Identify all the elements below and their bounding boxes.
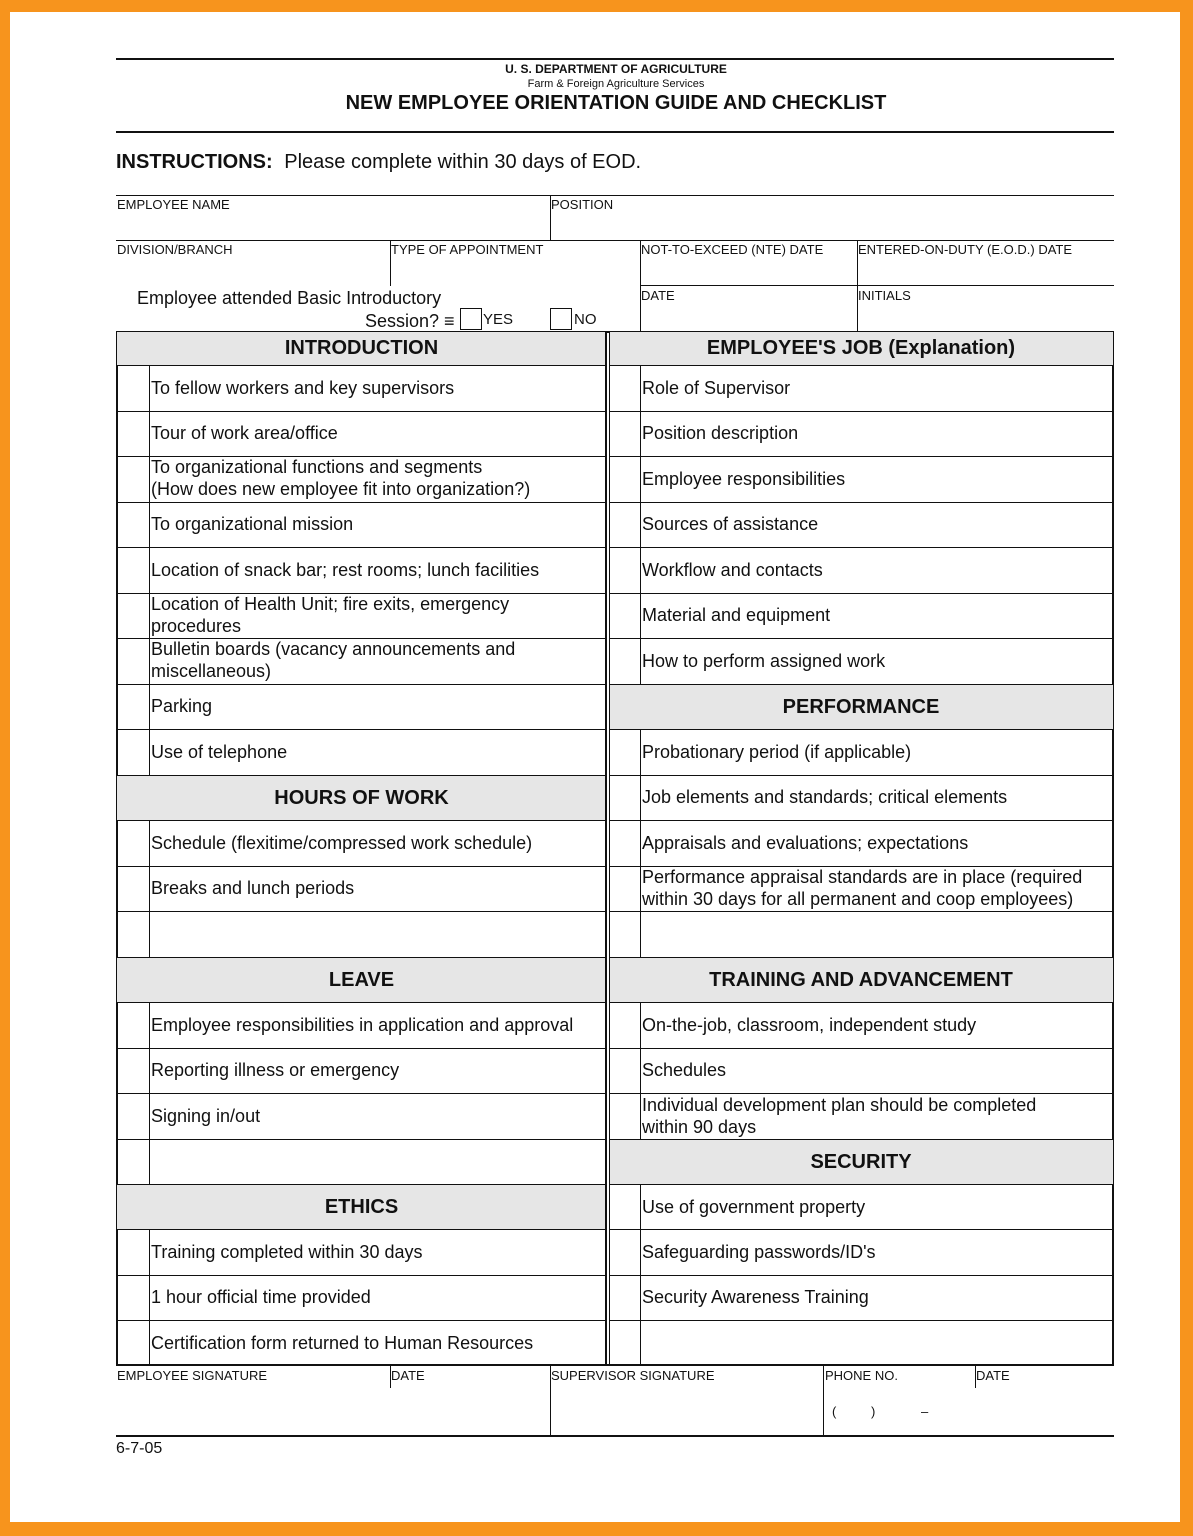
subagency-name: Farm & Foreign Agriculture Services — [527, 78, 705, 90]
perf-item-probationary: Probationary period (if applicable) — [642, 742, 912, 762]
nte-date-field[interactable] — [643, 258, 855, 282]
phone-open-paren: ( — [832, 1404, 837, 1419]
check-job-material[interactable] — [611, 594, 639, 637]
ethics-item-training: Training completed within 30 days — [151, 1242, 423, 1262]
check-security-property[interactable] — [611, 1186, 639, 1229]
check-job-workflow[interactable] — [611, 549, 639, 592]
check-perf-appraisals[interactable] — [611, 822, 639, 865]
job-item-assistance: Sources of assistance — [642, 514, 819, 534]
type-of-appointment-label: TYPE OF APPOINTMENT — [391, 242, 544, 257]
eod-date-label: ENTERED-ON-DUTY (E.O.D.) DATE — [858, 242, 1073, 257]
employee-date-label: DATE — [391, 1368, 425, 1383]
form-revision-date: 6-7-05 — [116, 1440, 163, 1457]
check-hours-schedule[interactable] — [118, 822, 148, 865]
employee-signature-field[interactable] — [117, 1386, 387, 1432]
perf-item-job-elements: Job elements and standards; critical elements — [642, 787, 1008, 807]
phone-dash: – — [921, 1404, 929, 1419]
division-branch-label: DIVISION/BRANCH — [117, 242, 233, 257]
ethics-item-official-time: 1 hour official time provided — [151, 1287, 371, 1307]
check-job-position-description[interactable] — [611, 412, 639, 455]
employee-name-field[interactable] — [117, 212, 547, 238]
supervisor-signature-field[interactable] — [553, 1386, 821, 1432]
supervisor-signature-label: SUPERVISOR SIGNATURE — [551, 1368, 715, 1383]
training-item-idp-line2: within 90 days — [642, 1117, 757, 1137]
no-checkbox[interactable] — [550, 308, 572, 330]
supervisor-date-field[interactable] — [978, 1386, 1112, 1432]
job-item-supervisor-role: Role of Supervisor — [642, 378, 791, 398]
security-item-awareness: Security Awareness Training — [642, 1287, 869, 1307]
check-ethics-official-time[interactable] — [118, 1276, 148, 1319]
check-intro-snack-bar[interactable] — [118, 549, 148, 592]
perf-item-standards-line2: within 30 days for all permanent and coop employees) — [642, 889, 1074, 909]
no-label: NO — [574, 311, 597, 328]
job-item-responsibilities: Employee responsibilities — [642, 469, 846, 489]
job-item-position-description: Position description — [642, 423, 799, 443]
check-training-idp[interactable] — [611, 1095, 639, 1138]
eod-date-field[interactable] — [860, 258, 1112, 282]
intro-item-mission: To organizational mission — [151, 514, 354, 534]
phone-close-paren: ) — [871, 1404, 876, 1419]
check-training-study[interactable] — [611, 1004, 639, 1047]
intro-item-telephone: Use of telephone — [151, 742, 288, 762]
security-item-property: Use of government property — [642, 1197, 866, 1217]
employee-date-field[interactable] — [393, 1386, 547, 1432]
form-title: NEW EMPLOYEE ORIENTATION GUIDE AND CHECKLIST — [345, 92, 887, 114]
job-item-workflow: Workflow and contacts — [642, 560, 823, 580]
footer-rule — [116, 1435, 1114, 1437]
instructions — [116, 151, 641, 174]
check-job-supervisor-role[interactable] — [611, 367, 639, 410]
check-intro-health-unit[interactable] — [118, 594, 148, 637]
check-perf-probationary[interactable] — [611, 731, 639, 774]
check-intro-bulletin[interactable] — [118, 640, 148, 683]
yes-label: YES — [483, 311, 514, 328]
check-ethics-training[interactable] — [118, 1231, 148, 1274]
intro-item-health-unit-line1: Location of Health Unit; fire exits, emergency — [151, 594, 510, 614]
check-leave-signing[interactable] — [118, 1095, 148, 1138]
hours-item-schedule: Schedule (flexitime/compressed work schedule) — [151, 833, 533, 853]
supervisor-date-label: DATE — [976, 1368, 1010, 1383]
hours-item-breaks: Breaks and lunch periods — [151, 878, 355, 898]
instructions-label: INSTRUCTIONS: — [116, 151, 273, 173]
intro-item-tour: Tour of work area/office — [151, 423, 338, 443]
check-intro-functions[interactable] — [118, 458, 148, 501]
check-hours-blank[interactable] — [118, 913, 148, 956]
intro-item-coworkers: To fellow workers and key supervisors — [151, 378, 455, 398]
check-security-passwords[interactable] — [611, 1231, 639, 1274]
top-rule — [116, 58, 1114, 60]
intro-item-functions-line2: (How does new employee fit into organization?) — [151, 479, 531, 499]
position-label: POSITION — [551, 197, 614, 212]
employee-signature-label: EMPLOYEE SIGNATURE — [117, 1368, 268, 1383]
check-intro-mission[interactable] — [118, 503, 148, 546]
check-intro-parking[interactable] — [118, 685, 148, 728]
section-performance: PERFORMANCE — [609, 685, 1113, 729]
intro-item-bulletin-line1: Bulletin boards (vacancy announcements and — [151, 639, 516, 659]
form-page — [10, 12, 1180, 1522]
check-training-schedules[interactable] — [611, 1049, 639, 1092]
check-perf-standards[interactable] — [611, 867, 639, 910]
type-of-appointment-field[interactable] — [393, 258, 637, 282]
check-intro-tour[interactable] — [118, 412, 148, 455]
leave-item-responsibilities: Employee responsibilities in application and approval — [151, 1015, 574, 1035]
session-question-line1: Employee attended Basic Introductory — [137, 288, 442, 308]
intro-item-bulletin-line2: miscellaneous) — [151, 661, 272, 681]
check-intro-coworkers[interactable] — [118, 367, 148, 410]
session-date-label: DATE — [641, 288, 675, 303]
initials-label: INITIALS — [858, 288, 911, 303]
intro-item-parking: Parking — [151, 696, 213, 716]
check-perf-blank[interactable] — [611, 913, 639, 956]
check-leave-blank[interactable] — [118, 1140, 148, 1183]
check-intro-telephone[interactable] — [118, 731, 148, 774]
initials-field[interactable] — [860, 304, 1112, 328]
section-security: SECURITY — [609, 1140, 1113, 1184]
training-item-idp-line1: Individual development plan should be completed — [642, 1095, 1037, 1115]
check-hours-breaks[interactable] — [118, 867, 148, 910]
title-rule — [116, 131, 1114, 133]
check-ethics-certification[interactable] — [118, 1322, 148, 1364]
check-security-awareness[interactable] — [611, 1276, 639, 1319]
leave-item-illness: Reporting illness or emergency — [151, 1060, 400, 1080]
job-item-material: Material and equipment — [642, 605, 831, 625]
section-ethics: ETHICS — [117, 1185, 606, 1229]
agency-name: U. S. DEPARTMENT OF AGRICULTURE — [505, 62, 727, 76]
employee-name-label: EMPLOYEE NAME — [117, 197, 230, 212]
phone-label: PHONE NO. — [825, 1368, 898, 1383]
training-item-study: On-the-job, classroom, independent study — [642, 1015, 977, 1035]
check-leave-illness[interactable] — [118, 1049, 148, 1092]
section-hours-of-work: HOURS OF WORK — [117, 776, 606, 820]
intro-item-health-unit-line2: procedures — [151, 616, 242, 636]
yes-checkbox[interactable] — [460, 308, 482, 330]
security-item-passwords: Safeguarding passwords/ID's — [642, 1242, 876, 1262]
job-item-assigned-work: How to perform assigned work — [642, 651, 886, 671]
division-branch-field[interactable] — [117, 258, 387, 282]
check-perf-job-elements[interactable] — [611, 776, 639, 819]
section-leave: LEAVE — [117, 958, 606, 1002]
check-job-assigned-work[interactable] — [611, 640, 639, 683]
training-item-schedules: Schedules — [642, 1060, 727, 1080]
intro-item-snack-bar: Location of snack bar; rest rooms; lunch facilities — [151, 560, 540, 580]
check-security-blank[interactable] — [611, 1322, 639, 1364]
ethics-item-certification: Certification form returned to Human Resources — [151, 1333, 534, 1353]
check-leave-responsibilities[interactable] — [118, 1004, 148, 1047]
perf-item-standards-line1: Performance appraisal standards are in place (required — [642, 867, 1083, 887]
intro-item-functions-line1: To organizational functions and segments — [151, 457, 483, 477]
leave-item-signing: Signing in/out — [151, 1106, 261, 1126]
session-question-line2: Session? ≡ — [365, 311, 455, 331]
check-job-assistance[interactable] — [611, 503, 639, 546]
nte-date-label: NOT-TO-EXCEED (NTE) DATE — [641, 242, 824, 257]
instructions-text: Please complete within 30 days of EOD. — [284, 151, 642, 173]
section-training: TRAINING AND ADVANCEMENT — [609, 958, 1113, 1002]
session-date-field[interactable] — [643, 304, 855, 328]
check-job-responsibilities[interactable] — [611, 458, 639, 501]
section-employees-job: EMPLOYEE'S JOB (Explanation) — [609, 332, 1113, 365]
phone-field[interactable] — [826, 1386, 972, 1432]
position-field[interactable] — [554, 212, 1112, 238]
section-introduction: INTRODUCTION — [117, 332, 606, 365]
perf-item-appraisals: Appraisals and evaluations; expectations — [642, 833, 969, 853]
